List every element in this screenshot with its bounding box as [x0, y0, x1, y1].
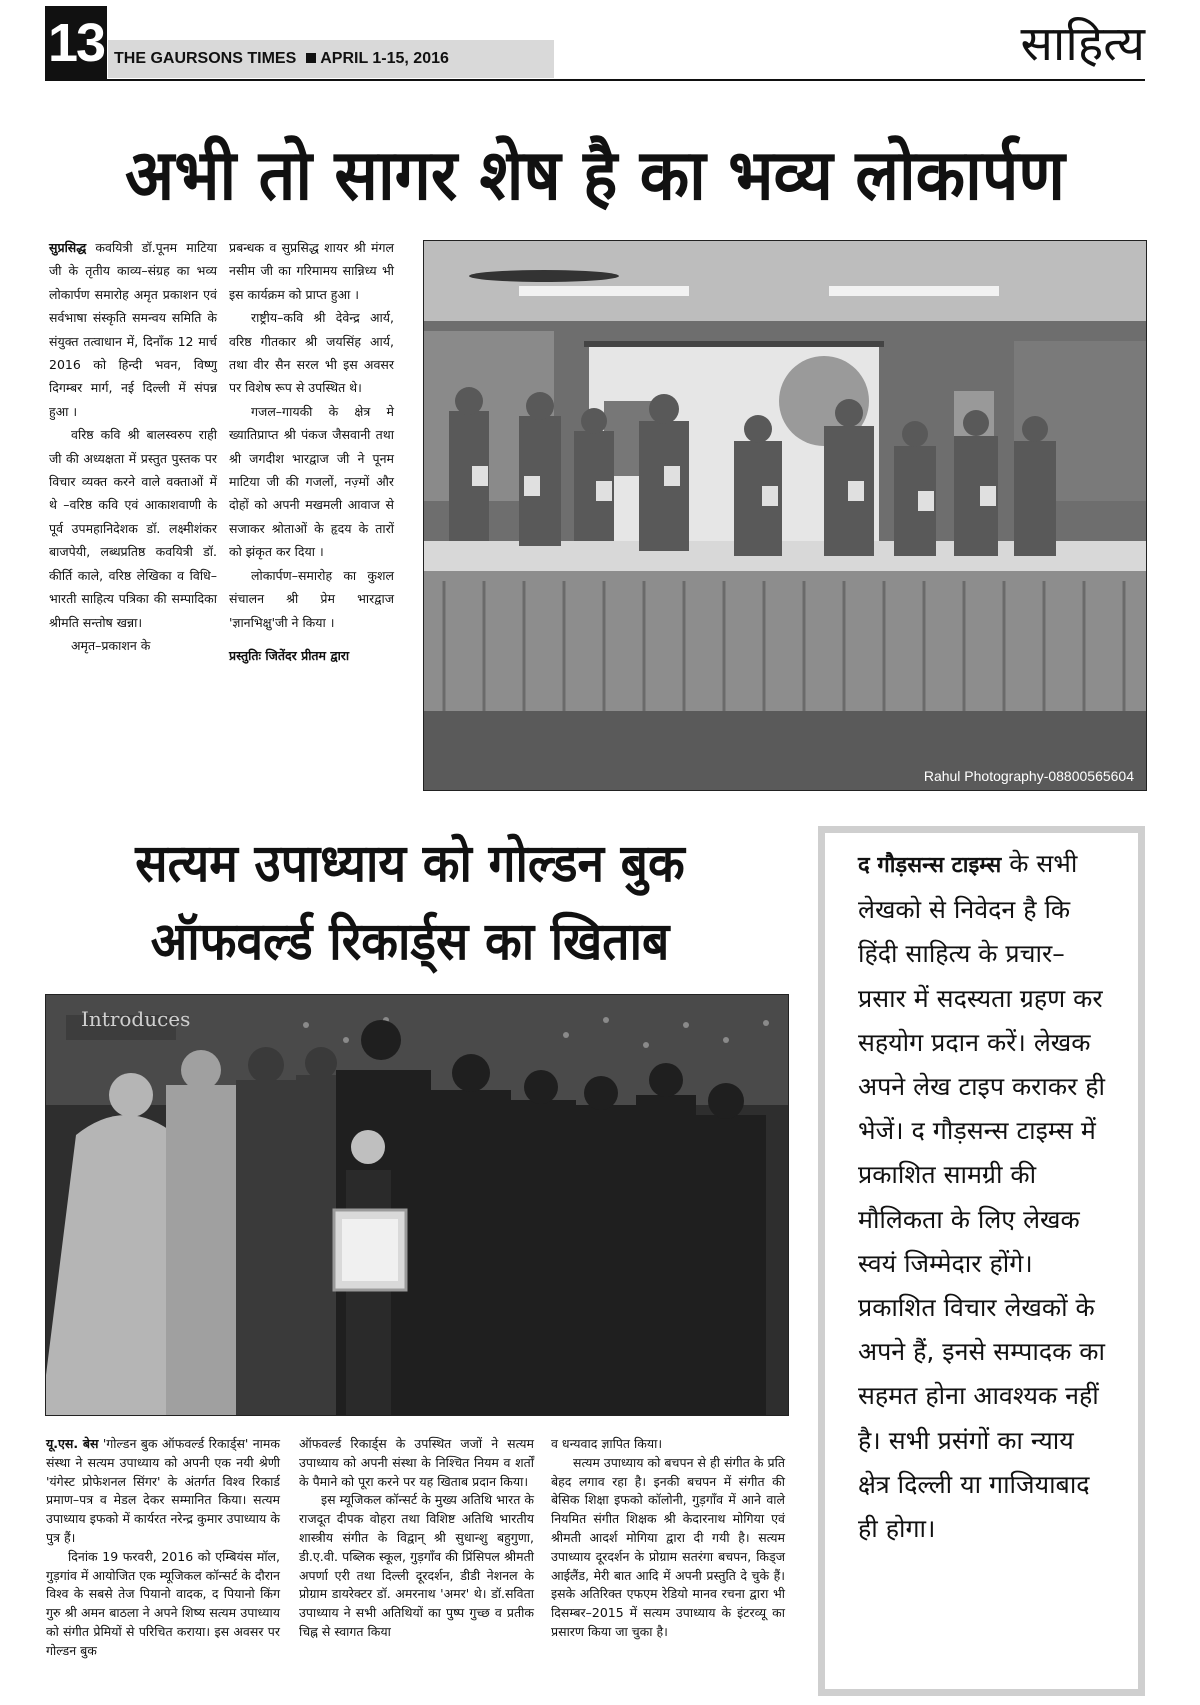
award-ceremony-photo — [46, 995, 788, 1415]
article2-paragraph — [46, 1435, 280, 1548]
article1-paragraph: लोकार्पण–समारोह का कुशल संचालन श्री प्रेम भारद्वाज 'ज्ञानभिक्षु'जी ने किया । — [229, 567, 394, 630]
photo-credit: Rahul Photography-08800565604 — [923, 768, 1134, 784]
article1-photo — [423, 240, 1147, 791]
article2-paragraph: सत्यम उपाध्याय को बचपन से ही संगीत के प्रति बेहद लगाव रहा है। इनकी बचपन में संगीत की बेसिक शिक्षा इफको कॉलोनी, गुड़गाँव में आने वाले नियमित संगीत शिक्षक श्री केदारनाथ मोगिया एवं श्रीमती आदर्श मोगिया द्वारा दी गयी है। सत्यम उपाध्याय दूरदर्शन के प्रोग्राम सतरंगा बचपन, किड्ज आईलैंड, मेरी बात आदि में अपनी प्रस्तुति दे चुके हैं। इसके अतिरिक्त एफएम रेडियो मानव रचना द्वारा भी दिसम्बर–2015 में सत्यम उपाध्याय के इंटरव्यू का प्रसारण किया जा चुका है। — [551, 1454, 785, 1639]
notice-body: के सभी लेखको से निवेदन है कि हिंदी साहित्य के प्रचार–प्रसार में सदस्यता ग्रहण कर सहयोग प्रदान करें। लेखक अपने लेख टाइप कराकर ही भेजें। द गौड़सन्स टाइम्स में प्रकाशित सामग्री की मौलिकता के लिए लेखक स्वयं जिम्मेदार होंगे। प्रकाशित विचार लेखकों के अपने हैं, इनसे सम्पादक का सहमत होना आवश्यक नहीं है। सभी प्रसंगों का न्याय क्षेत्र दिल्ली या गाजियाबाद ही होगा। — [858, 849, 1105, 1544]
issue-date: APRIL 1-15, 2016 — [320, 50, 449, 67]
article1-byline: प्रस्तुतिः जितेंदर प्रीतम द्वारा — [229, 647, 350, 663]
page-number: 13 — [45, 6, 107, 80]
article1-paragraph: राष्ट्रीय–कवि श्री देवेन्द्र आर्य, वरिष्ठ गीतकार श्री जयसिंह आर्य, तथा वीर सैन सरल भी इस अवसर पर विशेष रूप से उपस्थित थे। — [229, 310, 394, 396]
article2-column-1 — [46, 1435, 280, 1661]
photo-banner-text: Introduces — [81, 1007, 191, 1031]
square-bullet-icon — [306, 53, 316, 63]
article1-paragraph: वरिष्ठ कवि श्री बालस्वरुप राही जी की अध्यक्षता में प्रस्तुत पुस्तक पर विचार व्यक्त करने वाले वक्ताओं में थे –वरिष्ठ कवि एवं आकाशवाणी के पूर्व उपमहानिदेशक डॉ. लक्ष्मीशंकर बाजपेयी, लब्धप्रतिष्ठ कवयित्री डॉ. कीर्ति काले, वरिष्ठ लेखिका व विधि–भारती साहित्य पत्रिका की सम्पादिका श्रीमति सन्तोष खन्ना। — [49, 427, 217, 630]
notice-text — [858, 842, 1110, 1551]
article1-headline: अभी तो सागर शेष है का भव्य लोकार्पण — [125, 134, 1065, 216]
notice-lead: द गौड़सन्स टाइम्स — [858, 853, 1002, 878]
article2-headline-line-2: ऑफवर्ल्ड रिकार्ड्स का खिताब — [150, 912, 670, 972]
article2-column-2 — [299, 1435, 534, 1642]
article2-column-3 — [551, 1435, 785, 1642]
article1-paragraph: अमृत–प्रकाशन के — [71, 637, 151, 653]
article1-column-2 — [229, 236, 394, 667]
book-launch-photo — [424, 241, 1146, 790]
masthead — [108, 40, 554, 78]
article2-paragraph: व धन्यवाद ज्ञापित किया। — [551, 1436, 663, 1451]
article2-paragraph: इस म्यूजिकल कॉन्सर्ट के मुख्य अतिथि भारत के राजदूत दीपक वोहरा तथा विशिष्ट अतिथि भारतीय शास्त्रीय संगीत के विद्वान् श्री सुधान्शु बहुगुणा, डी.ए.वी. पब्लिक स्कूल, गुड़गाँव की प्रिंसिपल श्रीमती अपर्णा एरी तथा दिल्ली दूरदर्शन, डीडी नेशनल के प्रोग्राम डायरेक्टर डॉ. अमरनाथ 'अमर' थे। डॉ.सविता उपाध्याय ने सभी अतिथियों का पुष्प गुच्छ व प्रतीक चिह्न से स्वागत किया — [299, 1492, 534, 1639]
article2-headline-line-1: सत्यम उपाध्याय को गोल्डन बुक — [135, 834, 685, 894]
header-rule — [45, 79, 1145, 81]
article2-headline — [74, 825, 746, 981]
publication-name: THE GAURSONS TIMES — [114, 50, 297, 67]
section-title: साहित्य — [1020, 16, 1145, 72]
article2-photo — [45, 994, 789, 1416]
article1-paragraph: गजल–गायकी के क्षेत्र मे ख्यातिप्राप्त श्री पंकज जैसवानी तथा श्री जगदीश भारद्वाज जी ने पूनम माटिया जी की गजलों, नज़्मों और दोहों को अपनी मखमली आवाज से सजाकर श्रोताओं के हृदय के तारों को झंकृत कर दिया । — [229, 403, 394, 560]
article1-column-1 — [49, 236, 217, 657]
article2-paragraph: दिनांक 19 फरवरी, 2016 को एम्बियंस मॉल, गुड़गांव में आयोजित एक म्यूजिकल कॉन्सर्ट के दौरान विश्व के सबसे तेज पियानो वादक, द पियानो किंग गुरु श्री अमन बाठला ने अपने शिष्य सत्यम उपाध्याय को संगीत प्रेमियों से परिचित कराया। इस अवसर पर गोल्डन बुक — [46, 1548, 280, 1658]
article1-paragraph: प्रबन्धक व सुप्रसिद्ध शायर श्री मंगल नसीम जी का गरिमामय सान्निध्य भी इस कार्यक्रम को प्राप्त हुआ । — [229, 240, 394, 302]
article2-lead-word: यू.एस. बेस — [46, 1436, 99, 1451]
article1-paragraph — [49, 236, 217, 423]
article1-lead-word: सुप्रसिद्ध — [49, 240, 87, 255]
article2-text: 'गोल्डन बुक ऑफवर्ल्ड रिकार्ड्स' नामक संस्था ने सत्यम उपाध्याय को अपनी एक नयी श्रेणी 'यंगेस्ट प्रोफेशनल सिंगर' के अंतर्गत विश्व रिकार्ड प्रमाण–पत्र व मेडल देकर सम्मानित किया। सत्यम उपाध्याय इफको में कार्यरत नरेन्द्र कुमार उपाध्याय के पुत्र हैं। — [46, 1436, 280, 1545]
article2-paragraph: ऑफवर्ल्ड रिकार्ड्स के उपस्थित जजों ने सत्यम उपाध्याय को अपनी संस्था के निश्चित नियम व शर्तों के पैमाने को पूरा करने पर यह खिताब प्रदान किया। — [299, 1436, 534, 1489]
article1-text: कवयित्री डॉ.पूनम माटिया जी के तृतीय काव्य–संग्रह का भव्य लोकार्पण समारोह अमृत प्रकाशन एवं सर्वभाषा संस्कृति समन्वय समिति के संयुक्त तत्वाधान में, दिनाँक 12 मार्च 2016 को हिन्दी भवन, विष्णु दिगम्बर मार्ग, नई दिल्ली में संपन्न हुआ । — [49, 240, 217, 419]
